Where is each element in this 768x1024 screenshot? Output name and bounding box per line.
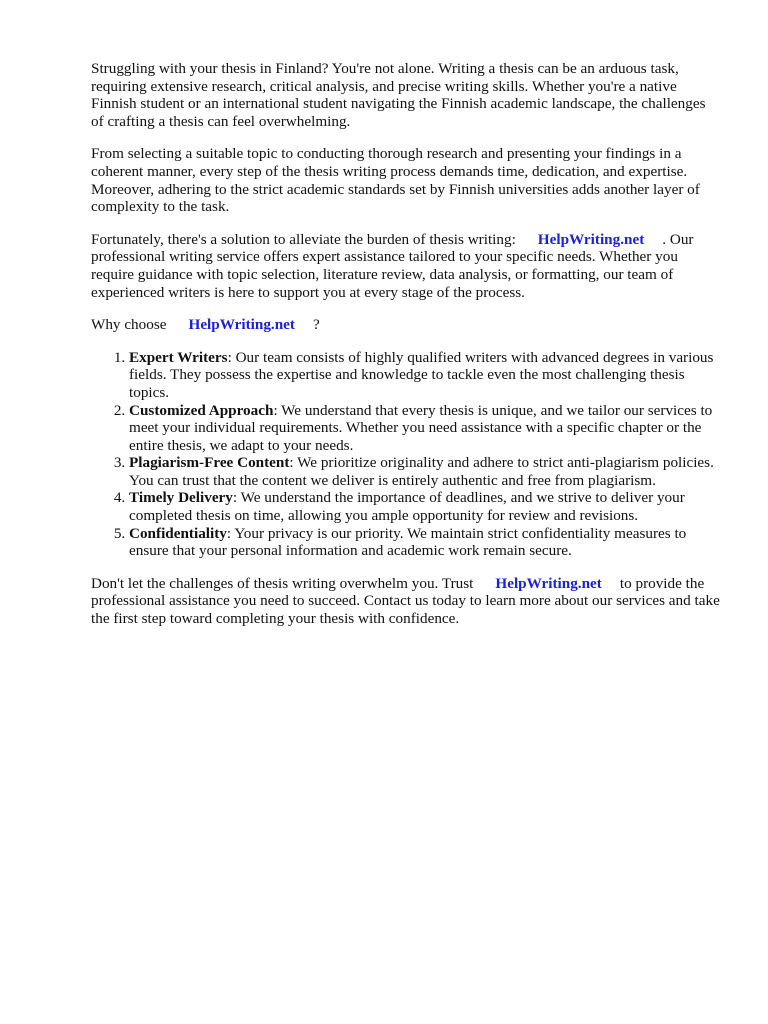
intro-paragraph: Struggling with your thesis in Finland? You're not alone. Writing a thesis can be an arduous task, requiring extensive research, critical analysis, and precise writing skills. Whether you're a native Finnish student or an international student navigating the Finnish academic landscape, the challenges of crafting a thesis can feel overwhelming. — [91, 60, 706, 130]
feature-term: Timely Delivery — [129, 489, 233, 507]
closing-paragraph — [91, 575, 721, 628]
why-choose-line — [91, 316, 721, 334]
process-paragraph: From selecting a suitable topic to conducting thorough research and presenting your findings in a coherent manner, every step of the thesis writing process demands time, dedication, and expertise. Moreover, adhering to the strict academic standards set by Finnish universities adds another layer of complexity to the task. — [91, 145, 700, 216]
feature-text: : Your privacy is our priority. We maintain strict confidentiality measures to ensure that your personal information and academic work remain secure. — [129, 524, 687, 560]
feature-text: : We understand that every thesis is unique, and we tailor our services to meet your individual requirements. Whether you need assistance with a specific chapter or the entire thesis, we adapt to your needs. — [129, 401, 713, 454]
solution-paragraph — [91, 231, 721, 301]
list-item — [129, 402, 721, 455]
feature-term: Confidentiality — [129, 524, 227, 542]
features-list — [91, 349, 721, 560]
document-body — [91, 60, 721, 643]
feature-text: : We understand the importance of deadlines, and we strive to deliver your completed thesis on time, allowing you ample opportunity for review and revisions. — [129, 489, 685, 525]
feature-term: Expert Writers — [129, 348, 228, 366]
closing-text-before: Don't let the challenges of thesis writing overwhelm you. Trust — [91, 574, 474, 592]
why-choose-question-mark: ? — [312, 316, 320, 334]
helpwriting-link-3[interactable]: HelpWriting.net — [495, 574, 602, 592]
helpwriting-link-1[interactable]: HelpWriting.net — [537, 230, 645, 248]
solution-text-after: . Our professional writing service offers expert assistance tailored to your specific needs. Whether you require guidance with topic selection, literature review, data analysis, or formatting, our team of experienced writers is here to support you at every stage of the process. — [91, 230, 694, 301]
list-item — [129, 349, 721, 402]
feature-text: : Our team consists of highly qualified writers with advanced degrees in various fields. They possess the expertise and knowledge to tackle even the most challenging thesis topics. — [129, 348, 714, 401]
helpwriting-link-2[interactable]: HelpWriting.net — [188, 316, 295, 334]
list-item — [129, 454, 721, 489]
closing-text-after: to provide the professional assistance you need to succeed. Contact us today to learn more about our services and take the first step toward completing your thesis with confidence. — [91, 574, 720, 628]
feature-term: Customized Approach — [129, 401, 274, 419]
solution-text-before: Fortunately, there's a solution to alleviate the burden of thesis writing: — [91, 230, 516, 248]
feature-text: : We prioritize originality and adhere to strict anti-plagiarism policies. You can trust that the content we deliver is entirely authentic and free from plagiarism. — [129, 454, 714, 489]
why-choose-text: Why choose — [91, 316, 167, 334]
feature-term: Plagiarism-Free Content — [129, 454, 290, 472]
list-item — [129, 525, 721, 560]
list-item — [129, 489, 721, 524]
